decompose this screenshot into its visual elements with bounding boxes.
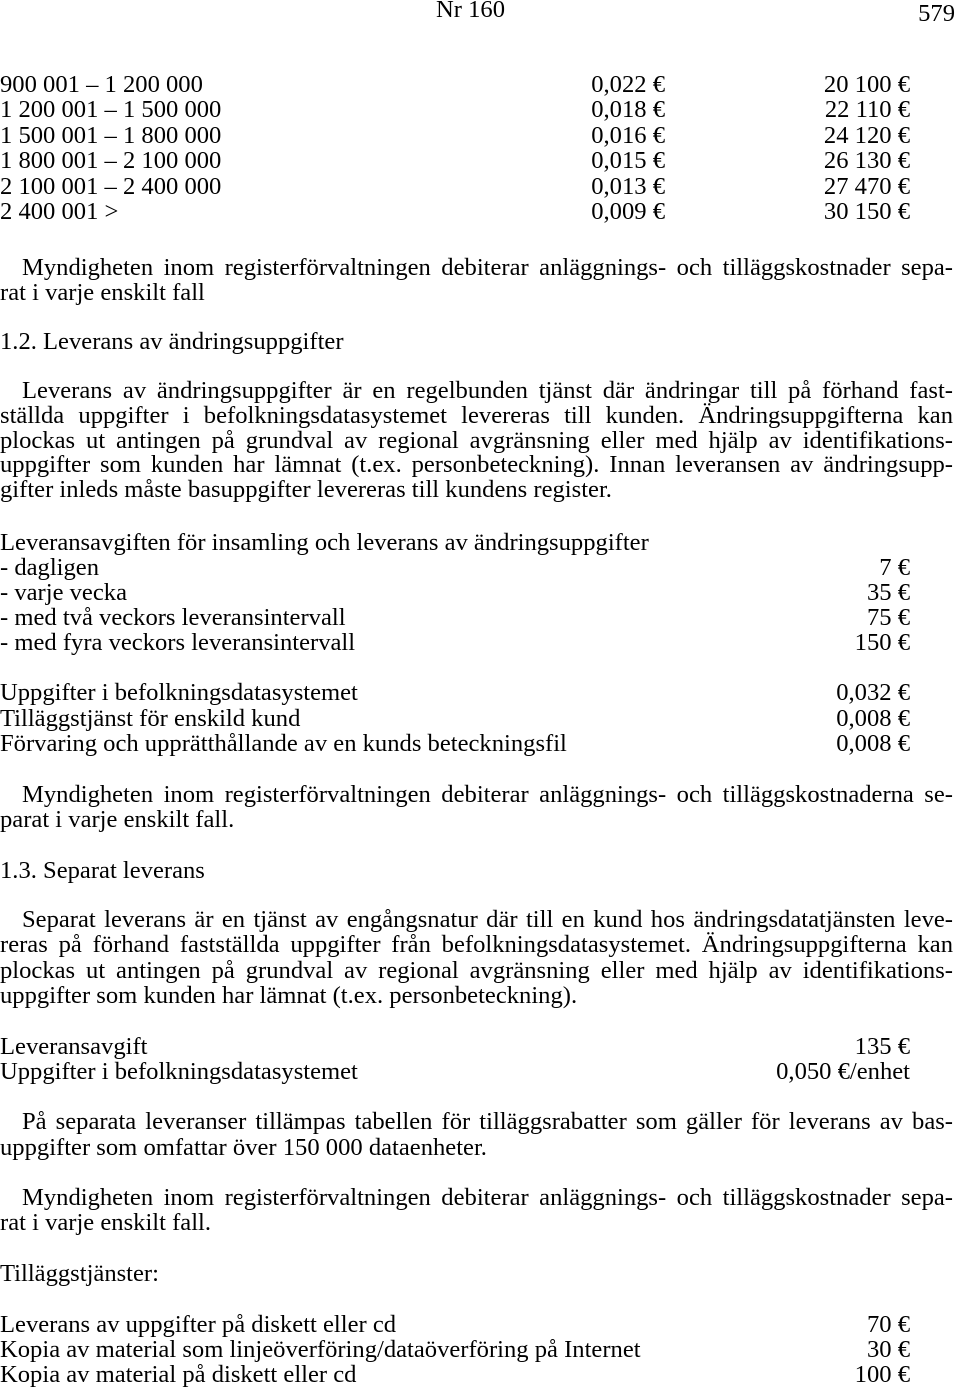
rate-row	[0, 72, 960, 97]
fee-label: Uppgifter i befolkningsdatasystemet	[0, 679, 358, 706]
registry-cost-note	[0, 255, 953, 305]
fee-label: Kopia av material som linjeöverföring/dataöverföring på Internet	[0, 1336, 641, 1363]
section-description	[0, 379, 953, 503]
rate-unit-price: 0,009 €	[591, 197, 665, 225]
fee-row	[0, 580, 960, 605]
section-heading: 1.3. Separat leverans	[0, 857, 205, 884]
fee-amount: 135 €	[854, 1033, 910, 1060]
page-number: 579	[918, 0, 955, 27]
fee-row	[0, 555, 960, 580]
section-description	[0, 907, 953, 1008]
rate-row	[0, 123, 960, 148]
rate-unit-price: 0,018 €	[591, 96, 665, 124]
rate-fee: 24 120 €	[823, 121, 910, 149]
fee-label: - varje vecka	[0, 579, 127, 606]
rate-row	[0, 148, 960, 173]
fee-intro-text: Leveransavgiften för insamling och leverans av ändringsuppgifter	[0, 529, 649, 556]
fee-amount: 0,008 €	[836, 730, 910, 757]
fee-amount: 0,032 €	[836, 679, 910, 706]
paragraph-line: uppgifter som kunden har lämnat (t.ex. personbeteckning).	[0, 981, 578, 1009]
paragraph-line: rat i varje enskilt fall	[0, 279, 205, 306]
discount-note	[0, 1109, 953, 1160]
paragraph-line: På separata leveranser tillämpas tabellen för tilläggsrabatter som gäller för leverans av bas-	[22, 1108, 953, 1135]
paragraph-line: Separat leverans är en tjänst av engångsnatur där till en kund hos ändringsdatatjänsten leve-	[22, 906, 953, 933]
delivery-fee-list	[0, 530, 960, 655]
section-note	[0, 783, 953, 832]
extras-fee-list	[0, 1312, 960, 1387]
rate-unit-price: 0,013 €	[591, 172, 665, 200]
fee-label: Tilläggstjänst för enskild kund	[0, 704, 301, 732]
fee-label: Leveransavgift	[0, 1033, 148, 1060]
fee-row	[0, 1059, 960, 1084]
paragraph-line: Leverans av ändringsuppgifter är en regelbunden tjänst där ändringar till på förhand fast-	[22, 377, 953, 404]
fee-amount: 35 €	[866, 579, 910, 606]
rate-range: 2 100 001 – 2 400 000	[0, 172, 222, 200]
fee-amount: 7 €	[879, 554, 910, 581]
rate-range: 1 500 001 – 1 800 000	[0, 121, 222, 149]
fee-row	[0, 630, 960, 655]
paragraph-line: plockas ut antingen på grundval av regional avgränsning eller med hjälp av identifikations-	[0, 426, 953, 454]
fee-amount: 100 €	[854, 1361, 910, 1388]
rate-fee: 20 100 €	[823, 71, 910, 98]
rate-row	[0, 174, 960, 199]
paragraph-line: parat i varje enskilt fall.	[0, 805, 235, 833]
rate-range: 1 200 001 – 1 500 000	[0, 96, 222, 124]
rate-table	[0, 72, 960, 224]
fee-label: Uppgifter i befolkningsdatasystemet	[0, 1058, 358, 1085]
fee-intro	[0, 530, 960, 555]
separate-delivery-fee-list	[0, 1034, 960, 1084]
paragraph-line: Myndigheten inom registerförvaltningen debiterar anläggnings- och tilläggskostnader sepa-	[22, 254, 953, 281]
paragraph-line: rat i varje enskilt fall.	[0, 1209, 212, 1236]
rate-range: 1 800 001 – 2 100 000	[0, 147, 222, 175]
paragraph-line: gifter inleds måste basuppgifter levereras till kundens register.	[0, 476, 612, 503]
rate-fee: 22 110 €	[824, 96, 910, 124]
paragraph-line: plockas ut antingen på grundval av regional avgränsning eller med hjälp av identifikations-	[0, 956, 953, 984]
section-note	[0, 1185, 953, 1235]
paragraph-line: uppgifter som kunden har lämnat (t.ex. personbeteckning). Innan leveransen av ändringsupp-	[0, 451, 953, 479]
fee-label: - med fyra veckors leveransintervall	[0, 629, 356, 656]
paragraph-line: Myndigheten inom registerförvaltningen debiterar anläggnings- och tilläggskostnaderna se-	[22, 781, 953, 808]
paragraph-line: reras på förhand fastställda uppgifter från befolkningsdatasystemet. Ändringsuppgifterna kan	[0, 931, 953, 959]
rate-range: 2 400 001 >	[0, 197, 119, 225]
fee-label: - dagligen	[0, 554, 100, 581]
fee-amount: 150 €	[854, 629, 910, 656]
fee-amount: 75 €	[866, 604, 910, 631]
paragraph-line: uppgifter som omfattar över 150 000 dataenheter.	[0, 1133, 487, 1161]
data-fee-list	[0, 680, 960, 757]
paragraph-line: ställda uppgifter i befolkningsdatasystemet levereras till kunden. Ändringsuppgifterna kan	[0, 401, 953, 429]
rate-row	[0, 97, 960, 122]
rate-fee: 27 470 €	[823, 172, 910, 200]
fee-label: Förvaring och upprätthållande av en kunds beteckningsfil	[0, 730, 567, 757]
fee-row	[0, 1337, 960, 1362]
fee-amount: 30 €	[866, 1336, 910, 1363]
rate-fee: 26 130 €	[823, 147, 910, 175]
fee-row	[0, 1312, 960, 1337]
rate-unit-price: 0,015 €	[591, 147, 665, 175]
fee-label: - med två veckors leveransintervall	[0, 604, 346, 631]
fee-row	[0, 706, 960, 732]
fee-amount: 0,050 €/enhet	[776, 1058, 910, 1085]
rate-row	[0, 199, 960, 224]
section-heading: 1.2. Leverans av ändringsuppgifter	[0, 328, 344, 355]
fee-row	[0, 731, 960, 757]
rate-fee: 30 150 €	[823, 197, 910, 225]
paragraph-line: Myndigheten inom registerförvaltningen debiterar anläggnings- och tilläggskostnader sepa-	[22, 1184, 953, 1211]
fee-amount: 0,008 €	[836, 704, 910, 732]
fee-row	[0, 1362, 960, 1387]
rate-unit-price: 0,022 €	[591, 71, 665, 98]
rate-range: 900 001 – 1 200 000	[0, 71, 203, 98]
fee-row	[0, 605, 960, 630]
fee-label: Leverans av uppgifter på diskett eller cd	[0, 1311, 397, 1338]
extras-heading: Tilläggstjänster:	[0, 1260, 159, 1287]
fee-row	[0, 680, 960, 706]
fee-amount: 70 €	[866, 1311, 910, 1338]
rate-unit-price: 0,016 €	[591, 121, 665, 149]
fee-label: Kopia av material på diskett eller cd	[0, 1361, 357, 1388]
publication-number: Nr 160	[436, 0, 505, 23]
fee-row	[0, 1034, 960, 1059]
